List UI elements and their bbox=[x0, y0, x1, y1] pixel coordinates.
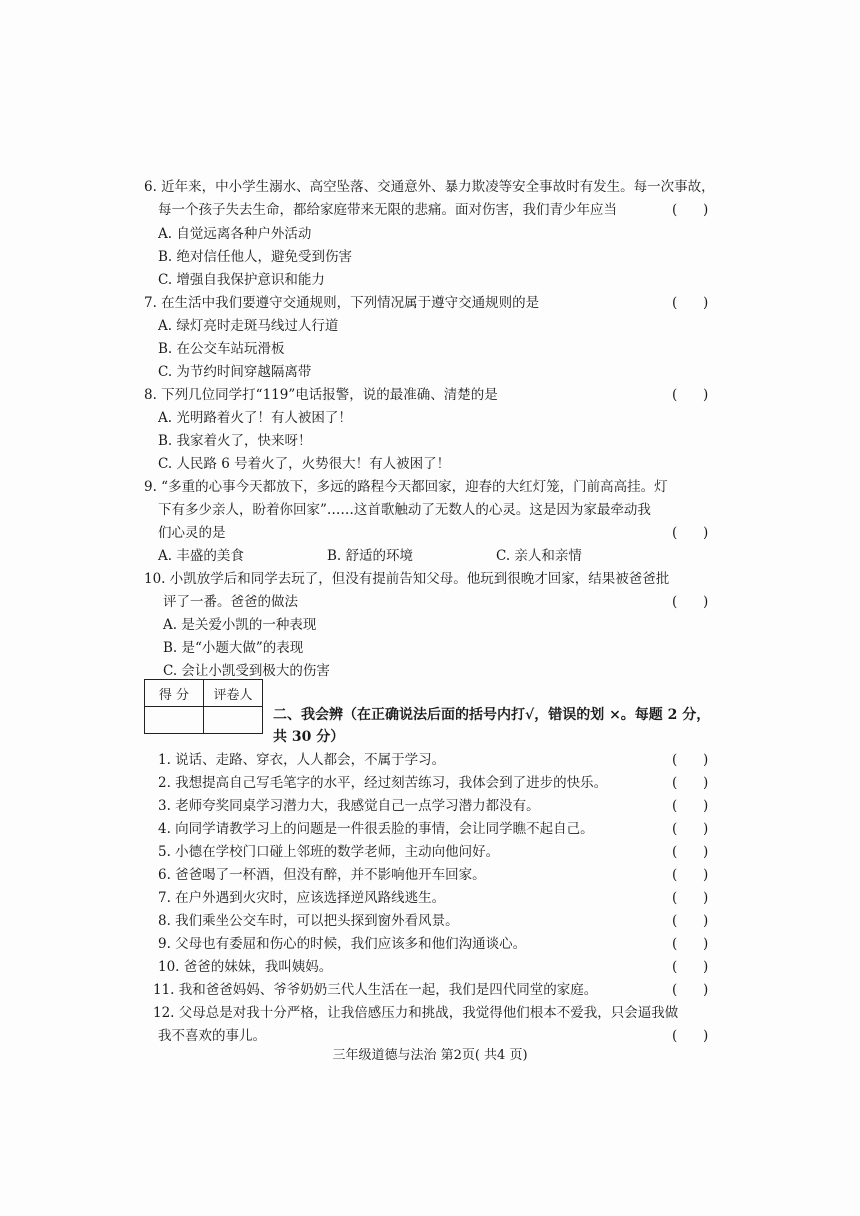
tf-item-1: 1. 说话、走路、穿衣，人人都会，不属于学习。 bbox=[158, 752, 446, 768]
q8-option-a: A. 光明路着火了！有人被困了！ bbox=[158, 410, 352, 426]
q8-option-b: B. 我家着火了，快来呀！ bbox=[158, 433, 312, 449]
tf-item-12-line-2: 我不喜欢的事儿。 bbox=[158, 1028, 266, 1044]
tf-item-6: 6. 爸爸喝了一杯酒，但没有醉，并不影响他开车回家。 bbox=[158, 867, 486, 883]
q6-option-c: C. 增强自我保护意识和能力 bbox=[158, 272, 325, 288]
q8-option-c: C. 人民路 6 号着火了，火势很大！有人被困了！ bbox=[158, 456, 451, 472]
q7-option-c: C. 为节约时间穿越隔离带 bbox=[158, 364, 312, 380]
q10-answer-bracket[interactable]: ( ) bbox=[672, 594, 709, 610]
q10-option-c: C. 会让小凯受到极大的伤害 bbox=[163, 663, 330, 679]
q6-answer-bracket[interactable]: ( ) bbox=[672, 202, 709, 218]
q9-answer-bracket[interactable]: ( ) bbox=[672, 525, 709, 541]
tf-item-9: 9. 父母也有委屈和伤心的时候，我们应该多和他们沟通谈心。 bbox=[158, 936, 527, 952]
q6-option-a: A. 自觉远离各种户外活动 bbox=[158, 226, 312, 242]
q10-stem-line-1: 10. 小凯放学后和同学去玩了，但没有提前告知父母。他玩到很晚才回家，结果被爸爸批 bbox=[144, 571, 670, 587]
tf-item-10-bracket[interactable]: ( ) bbox=[672, 959, 709, 975]
q9-option-b: B. 舒适的环境 bbox=[327, 548, 414, 564]
tf-item-7-bracket[interactable]: ( ) bbox=[672, 890, 709, 906]
tf-item-1-bracket[interactable]: ( ) bbox=[672, 752, 709, 768]
tf-item-11: 11. 我和爸爸妈妈、爷爷奶奶三代人生活在一起，我们是四代同堂的家庭。 bbox=[153, 982, 598, 998]
tf-item-7: 7. 在户外遇到火灾时，应该选择逆风路线逃生。 bbox=[158, 890, 446, 906]
tf-item-5: 5. 小德在学校门口碰上邻班的数学老师，主动向他问好。 bbox=[158, 844, 500, 860]
tf-item-2-bracket[interactable]: ( ) bbox=[672, 775, 709, 791]
tf-item-4: 4. 向同学请教学习上的问题是一件很丢脸的事情，会让同学瞧不起自己。 bbox=[158, 821, 594, 837]
tf-item-12-line-1: 12. 父母总是对我十分严格，让我倍感压力和挑战，我觉得他们根本不爱我，只会逼我做 bbox=[153, 1005, 679, 1021]
q9-option-c: C. 亲人和亲情 bbox=[496, 548, 582, 564]
score-cell[interactable] bbox=[145, 707, 204, 734]
tf-item-3-bracket[interactable]: ( ) bbox=[672, 798, 709, 814]
q7-option-a: A. 绿灯亮时走斑马线过人行道 bbox=[158, 318, 339, 334]
grader-label: 评卷人 bbox=[204, 680, 263, 707]
grader-cell[interactable] bbox=[204, 707, 263, 734]
q9-stem-line-2: 下有多少亲人，盼着你回家”……这首歌触动了无数人的心灵。这是因为家最牵动我 bbox=[158, 502, 651, 518]
q9-stem-line-3: 们心灵的是 bbox=[158, 525, 226, 541]
score-label: 得 分 bbox=[145, 680, 204, 707]
tf-item-9-bracket[interactable]: ( ) bbox=[672, 936, 709, 952]
q6-option-b: B. 绝对信任他人，避免受到伤害 bbox=[158, 249, 353, 265]
tf-item-3: 3. 老师夸奖同桌学习潜力大，我感觉自己一点学习潜力都没有。 bbox=[158, 798, 540, 814]
q7-stem: 7. 在生活中我们要遵守交通规则，下列情况属于遵守交通规则的是 bbox=[144, 295, 540, 311]
score-table bbox=[144, 679, 263, 734]
tf-item-10: 10. 爸爸的妹妹，我叫姨妈。 bbox=[158, 959, 333, 975]
tf-item-8: 8. 我们乘坐公交车时，可以把头探到窗外看风景。 bbox=[158, 913, 459, 929]
q6-stem-line-2: 每一个孩子失去生命，都给家庭带来无限的悲痛。面对伤害，我们青少年应当 bbox=[158, 202, 617, 218]
q9-option-a: A. 丰盛的美食 bbox=[158, 548, 244, 564]
tf-item-4-bracket[interactable]: ( ) bbox=[672, 821, 709, 837]
q7-answer-bracket[interactable]: ( ) bbox=[672, 295, 709, 311]
q6-stem-line-1: 6. 近年来，中小学生溺水、高空坠落、交通意外、暴力欺凌等安全事故时有发生。每一次事故， bbox=[144, 179, 715, 195]
q8-answer-bracket[interactable]: ( ) bbox=[672, 387, 709, 403]
q8-stem: 8. 下列几位同学打“119”电话报警，说的最准确、清楚的是 bbox=[144, 387, 498, 403]
page-footer: 三年级道德与法治 第2页( 共4 页) bbox=[332, 1048, 528, 1063]
tf-item-12-bracket[interactable]: ( ) bbox=[672, 1028, 709, 1044]
section-2-title: 二、我会辨（在正确说法后面的括号内打√，错误的划 ×。每题 2 分，共 30 分） bbox=[273, 707, 711, 745]
tf-item-2: 2. 我想提高自己写毛笔字的水平，经过刻苦练习，我体会到了进步的快乐。 bbox=[158, 775, 608, 791]
q9-stem-line-1: 9. “多重的心事今天都放下，多远的路程今天都回家，迎春的大红灯笼，门前高高挂。灯 bbox=[144, 479, 668, 495]
tf-item-6-bracket[interactable]: ( ) bbox=[672, 867, 709, 883]
tf-item-5-bracket[interactable]: ( ) bbox=[672, 844, 709, 860]
tf-item-11-bracket[interactable]: ( ) bbox=[672, 982, 709, 998]
q10-option-a: A. 是关爱小凯的一种表现 bbox=[163, 617, 317, 633]
tf-item-8-bracket[interactable]: ( ) bbox=[672, 913, 709, 929]
q7-option-b: B. 在公交车站玩滑板 bbox=[158, 341, 285, 357]
q10-option-b: B. 是“小题大做”的表现 bbox=[163, 640, 304, 656]
q10-stem-line-2: 评了一番。爸爸的做法 bbox=[163, 594, 298, 610]
